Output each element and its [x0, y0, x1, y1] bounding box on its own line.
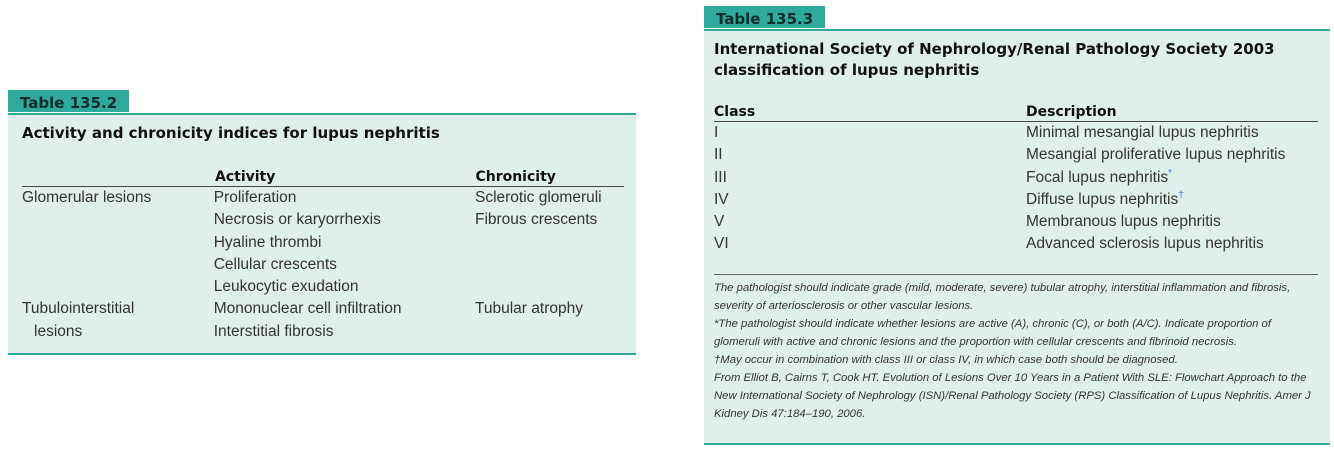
table-row [714, 189, 1316, 211]
table-row [714, 233, 1316, 255]
header-description: Description [1026, 104, 1117, 120]
table-row-glomerular [22, 187, 624, 298]
activity-list [214, 187, 475, 298]
class-cell: II [714, 146, 723, 164]
description-cell [1026, 211, 1316, 233]
activity-item: Mononuclear cell infiltration [213, 300, 402, 318]
class-cell: IV [714, 190, 729, 208]
row-label [22, 187, 214, 298]
description-text: Focal lupus nephritis [1026, 168, 1169, 186]
table-panel [704, 29, 1330, 445]
activity-item: Proliferation [213, 189, 297, 206]
class-cell: VI [714, 235, 729, 253]
table-footnotes [714, 275, 1318, 423]
chronicity-item: Fibrous crescents [474, 211, 598, 229]
footnote: The pathologist should indicate grade (mild, moderate, severe) tubular atrophy, interstitial inflammation and fibrosis, severity of arteriosclerosis or other vascular lesions. [714, 281, 1291, 312]
description-text: Mesangial proliferative lupus nephritis [1026, 146, 1286, 164]
table-title: Activity and chronicity indices for lupus nephritis [22, 124, 440, 142]
title-line: International Society of Nephrology/Renal Pathology Society 2003 [714, 40, 1275, 58]
description-text: Advanced sclerosis lupus nephritis [1026, 235, 1264, 253]
activity-item: Hyaline thrombi [213, 233, 322, 251]
column-headers [22, 168, 624, 187]
chronicity-item: Sclerotic glomeruli [474, 189, 602, 206]
table-row [714, 144, 1316, 166]
table-activity-chronicity [8, 90, 636, 355]
description-cell [1026, 189, 1316, 211]
description-cell [1026, 144, 1316, 166]
class-cell: III [714, 168, 727, 186]
table-isn-rps-classification [704, 6, 1330, 445]
activity-list [214, 298, 475, 343]
table-row [714, 211, 1316, 233]
footnote: †May occur in combination with class III or class IV, in which case both should be diagnosed. [714, 353, 1178, 366]
description-text: Minimal mesangial lupus nephritis [1026, 124, 1259, 141]
table-number-tag: Table 135.2 [8, 90, 129, 112]
description-text: Diffuse lupus nephritis [1026, 190, 1179, 208]
table-number-tag: Table 135.3 [704, 6, 825, 28]
row-label-line: Glomerular lesions [22, 189, 152, 206]
header-chronicity: Chronicity [475, 169, 556, 185]
source-citation: From Elliot B, Cairns T, Cook HT. Evolution of Lesions Over 10 Years in a Patient With SLE: Flowchart Approach to the New International Society of Nephrology (ISN)/Renal Pathology Society (RPS) Classification of Lupus Nephritis. Amer J Kidney Dis 47:184–190, 2006. [714, 371, 1311, 420]
description-cell [1026, 122, 1316, 144]
table-panel [8, 113, 636, 355]
header-class: Class [714, 104, 756, 120]
activity-item: Necrosis or karyorrhexis [213, 211, 381, 229]
header-activity: Activity [215, 169, 276, 185]
activity-item: Leukocytic exudation [213, 278, 359, 296]
footnote-mark: * [1168, 167, 1173, 179]
class-cell: I [714, 124, 719, 141]
column-headers [714, 103, 1318, 122]
chronicity-list [475, 298, 624, 343]
table-title [714, 39, 1316, 81]
table-row-tubulointerstitial [22, 298, 624, 343]
row-label-line: lesions [34, 322, 83, 340]
title-line: classification of lupus nephritis [714, 61, 980, 79]
footnote: *The pathologist should indicate whether lesions are active (A), chronic (C), or both (A/C). Indicate proportion of glomeruli with active and chronic lesions and the proportion with cellular crescents and fibrinoid necrosis. [714, 317, 1271, 348]
table-row [714, 167, 1316, 189]
header-empty [22, 168, 215, 186]
table-row [714, 122, 1316, 144]
row-label-line: Tubulointerstitial [22, 300, 135, 318]
footnote-mark: † [1178, 189, 1184, 201]
description-text: Membranous lupus nephritis [1026, 213, 1221, 231]
description-cell [1026, 233, 1316, 255]
class-cell: V [714, 213, 725, 231]
description-cell [1026, 167, 1316, 189]
activity-item: Interstitial fibrosis [213, 322, 334, 340]
chronicity-item: Tubular atrophy [474, 300, 583, 318]
activity-item: Cellular crescents [213, 255, 337, 273]
row-label [22, 298, 214, 343]
chronicity-list [475, 187, 624, 298]
